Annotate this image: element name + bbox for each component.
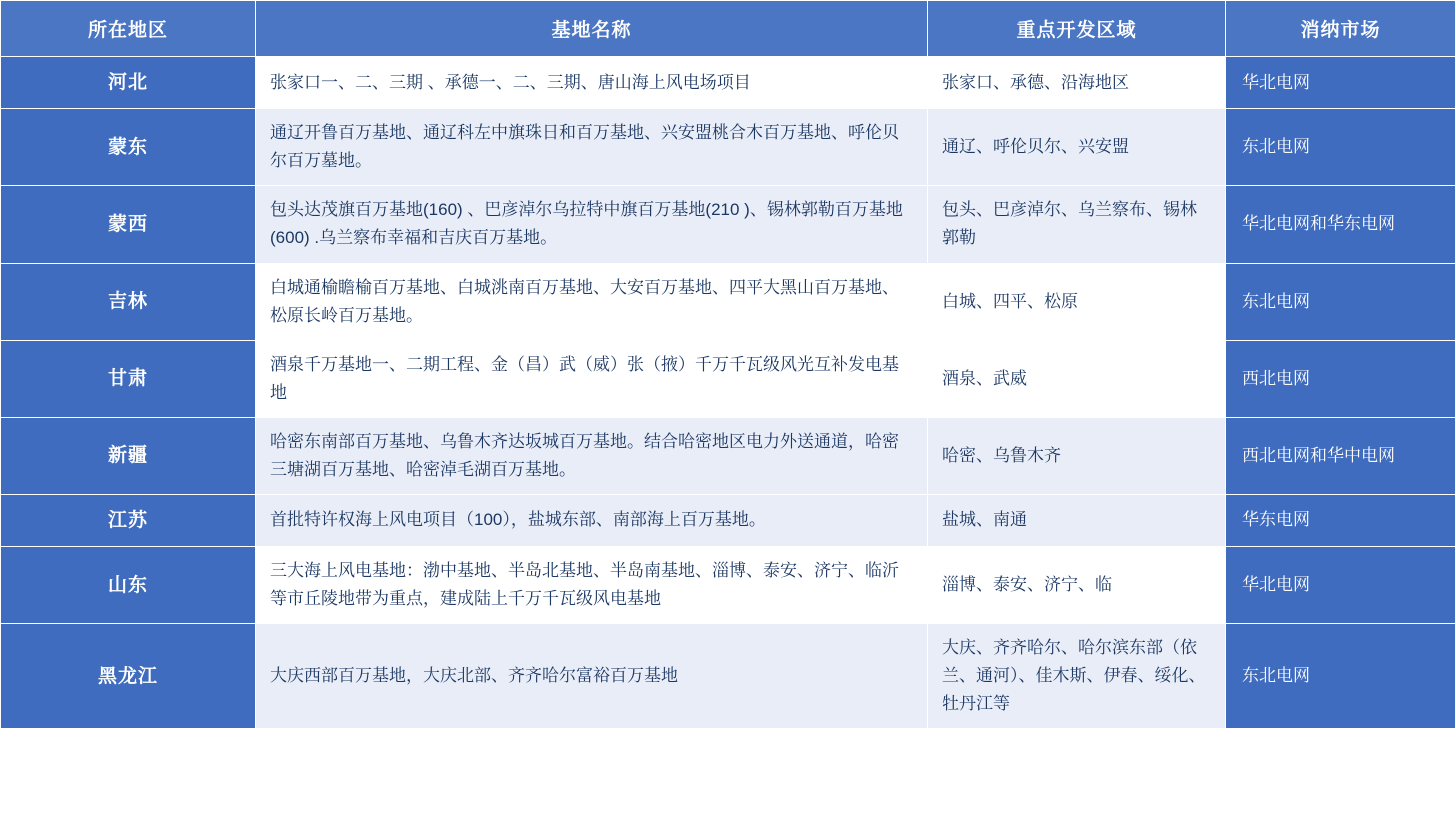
column-header-focus-areas: 重点开发区域 — [928, 1, 1226, 57]
cell-region: 山东 — [1, 547, 256, 624]
cell-base-names: 包头达茂旗百万基地(160) 、巴彦淖尔乌拉特中旗百万基地(210 )、锡林郭勒百万基地(600) .乌兰察布幸福和吉庆百万基地。 — [256, 186, 928, 263]
cell-base-names: 哈密东南部百万基地、乌鲁木齐达坂城百万基地。结合哈密地区电力外送通道，哈密三塘湖百万基地、哈密淖毛湖百万基地。 — [256, 417, 928, 494]
table-row — [1, 263, 1455, 340]
cell-region: 蒙东 — [1, 109, 256, 186]
cell-market: 西北电网 — [1226, 340, 1455, 417]
column-header-market: 消纳市场 — [1226, 1, 1455, 57]
cell-region: 河北 — [1, 57, 256, 109]
table-body — [1, 57, 1455, 729]
cell-market: 东北电网 — [1226, 624, 1455, 729]
cell-base-names: 白城通榆瞻榆百万基地、白城洮南百万基地、大安百万基地、四平大黑山百万基地、松原长岭百万基地。 — [256, 263, 928, 340]
table-row — [1, 109, 1455, 186]
cell-market: 西北电网和华中电网 — [1226, 417, 1455, 494]
table-header — [1, 1, 1455, 57]
column-header-region: 所在地区 — [1, 1, 256, 57]
cell-focus-areas: 通辽、呼伦贝尔、兴安盟 — [928, 109, 1226, 186]
cell-focus-areas: 盐城、南通 — [928, 494, 1226, 546]
table-row — [1, 340, 1455, 417]
table-header-row — [1, 1, 1455, 57]
cell-base-names: 通辽开鲁百万基地、通辽科左中旗珠日和百万基地、兴安盟桃合木百万基地、呼伦贝尔百万墓地。 — [256, 109, 928, 186]
cell-market: 华东电网 — [1226, 494, 1455, 546]
cell-market: 东北电网 — [1226, 263, 1455, 340]
cell-base-names: 张家口一、二、三期 、承德一、二、三期、唐山海上风电场项目 — [256, 57, 928, 109]
cell-market: 华北电网和华东电网 — [1226, 186, 1455, 263]
cell-market: 华北电网 — [1226, 547, 1455, 624]
cell-focus-areas: 哈密、乌鲁木齐 — [928, 417, 1226, 494]
cell-region: 新疆 — [1, 417, 256, 494]
table-row — [1, 57, 1455, 109]
cell-market: 华北电网 — [1226, 57, 1455, 109]
table-row — [1, 186, 1455, 263]
cell-base-names: 酒泉千万基地一、二期工程、金（昌）武（威）张（掖）千万千瓦级风光互补发电基地 — [256, 340, 928, 417]
cell-focus-areas: 淄博、泰安、济宁、临 — [928, 547, 1226, 624]
cell-region: 黑龙江 — [1, 624, 256, 729]
cell-base-names: 三大海上风电基地：渤中基地、半岛北基地、半岛南基地、淄博、泰安、济宁、临沂等市丘陵地带为重点，建成陆上千万千瓦级风电基地 — [256, 547, 928, 624]
cell-focus-areas: 大庆、齐齐哈尔、哈尔滨东部（依兰、通河）、佳木斯、伊春、绥化、牡丹江等 — [928, 624, 1226, 729]
cell-focus-areas: 包头、巴彦淖尔、乌兰察布、锡林郭勒 — [928, 186, 1226, 263]
cell-base-names: 首批特许权海上风电项目（100），盐城东部、南部海上百万基地。 — [256, 494, 928, 546]
cell-region: 蒙西 — [1, 186, 256, 263]
cell-focus-areas: 酒泉、武威 — [928, 340, 1226, 417]
cell-base-names: 大庆西部百万基地，大庆北部、齐齐哈尔富裕百万基地 — [256, 624, 928, 729]
cell-region: 吉林 — [1, 263, 256, 340]
table-row — [1, 417, 1455, 494]
cell-region: 甘肃 — [1, 340, 256, 417]
cell-focus-areas: 白城、四平、松原 — [928, 263, 1226, 340]
cell-region: 江苏 — [1, 494, 256, 546]
column-header-base-name: 基地名称 — [256, 1, 928, 57]
table-row — [1, 624, 1455, 729]
table-row — [1, 494, 1455, 546]
cell-focus-areas: 张家口、承德、沿海地区 — [928, 57, 1226, 109]
cell-market: 东北电网 — [1226, 109, 1455, 186]
table-row — [1, 547, 1455, 624]
